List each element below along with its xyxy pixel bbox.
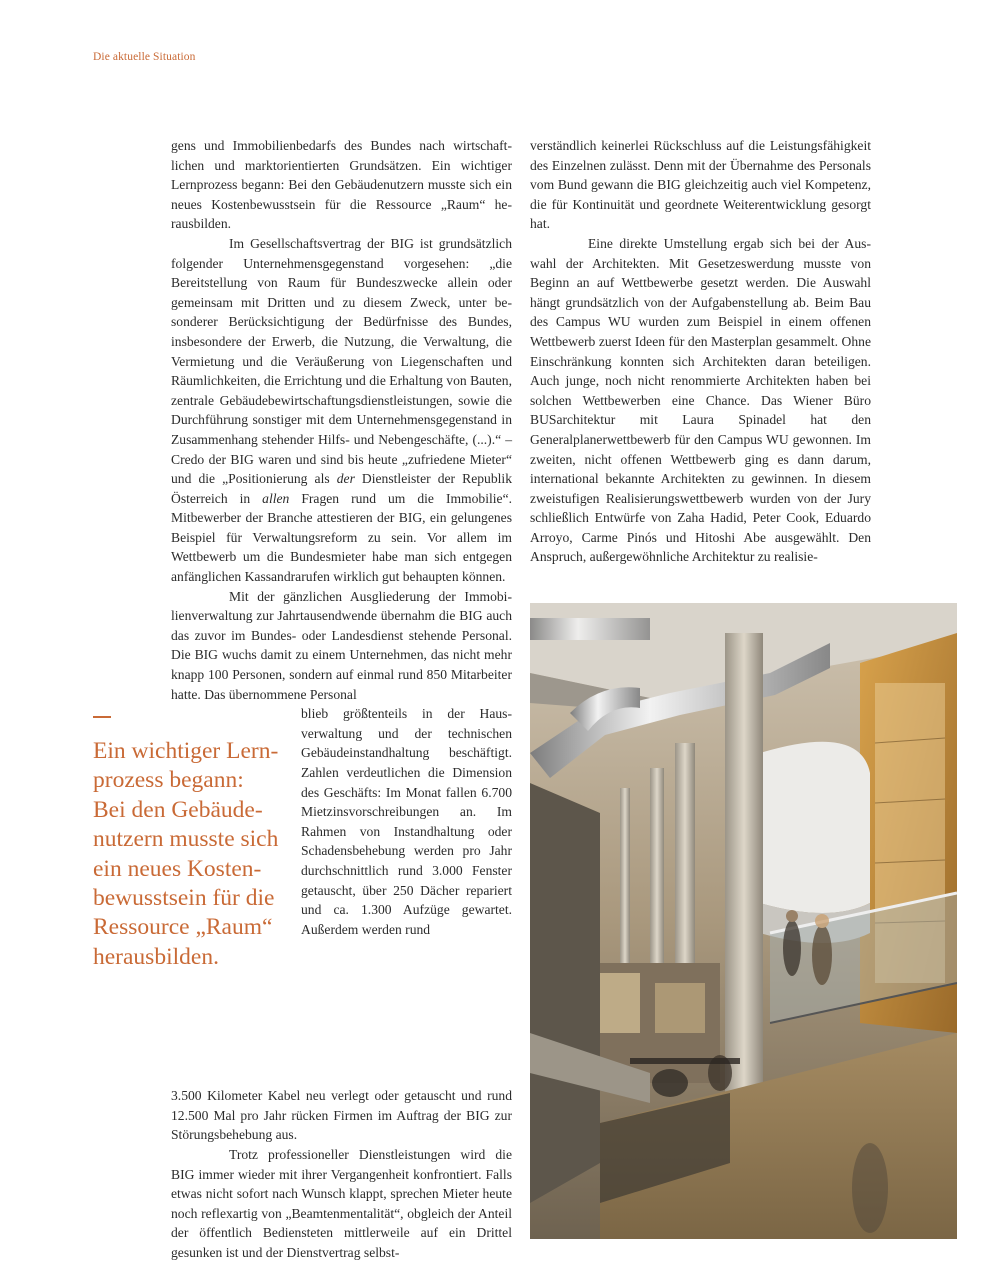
paragraph: Eine direkte Umstellung ergab sich bei der Auswahl der Architekten. Mit Gesetzeswerdung musste von Beginn an auf Wettbewerbe gesetzt werden. Die Auswahl hängt grundsätzlich von der Aufgabenstellung ab. Beim Bau des Campus WU wurden zum Beispiel in einem offenen Wettbewerb zuerst Ideen für den Masterplan gesammelt. Ohne Einschränkung konnten sich Architekten daran beteiligen. Auch junge, noch nicht renommierte Architekten haben bei solchen Wettbewerben eine Chance. Das Wiener Büro BUSarchitektur mit Laura Spinadel hat den Generalplanerwettbewerb für den Campus WU gewonnen. Im zweiten, nicht offenen Wettbewerb ging es dann darum, international bekannte Architekten zu gewinnen. In diesem zweistufigen Realisierungswettbewerb wurden von der Jury schließlich Entwürfe von Zaha Hadid, Peter Cook, Eduardo Arroyo, Carme Pinós und Hitoshi Abe ausgewählt. Den Anspruch, außergewöhnliche Architektur zu realisie-: [530, 235, 871, 565]
left-text-column: [171, 136, 512, 1263]
paragraph: Im Gesellschaftsvertrag der BIG ist grundsätzlich folgender Unternehmensgegenstand vorgesehen: „die Bereitstellung von Raum für Bundeszwecke allein oder gemeinsam mit Dritten und zu diesem Zweck, unter besonderer Berücksichtigung der Bedürfnisse des Bundes, insbesondere der Erwerb, die Nutzung, die Verwaltung, die Vermietung und die Veräußerung von Liegenschaften und Räumlichkeiten, die Errichtung und die Erhaltung von Bauten, zentrale Gebäudebewirtschaftungsdienstleistungen, sowie die Durchführung sonstiger mit dem Unternehmensgegenstand in Zusammenhang stehender Hilfs- und Nebengeschäfte, (...).“ – Credo der BIG waren und sind bis heute „zufriedene Mieter“ und die „Positionierung als der Dienstleister der Republik Österreich in allen Fragen rund um die Immobilie“. Mitbewerber der Branche attestieren der BIG, ein gelungenes Beispiel für Verwaltungsreform zu sein. Vor allem im Wettbewerb um die Bundesmieter habe man sich entgegen anfänglichen Kassandrarufen wirklich gut behaupten können.: [171, 235, 513, 585]
paragraph: verständlich keinerlei Rückschluss auf die Leistungsfähigkeit des Einzelnen zulässt. Denn mit der Übernahme des Personals vom Bund gewann die BIG gleichzeitig auch viel Kompetenz, die für Kontinuität und geordnete Weiterentwicklung gesorgt hat.: [530, 138, 871, 232]
paragraph: Mit der gänzlichen Ausgliederung der Immobilienverwaltung zur Jahrtausendwende übernahm die BIG auch das zuvor im Bundes- oder Landesdienst stehende Personal. Die BIG wuchs damit zu einem Unternehmen, das nicht mehr knapp 100 Personen, sondern auf einmal rund 850 Mitarbeiter hatte. Das übernommene Personal: [171, 588, 512, 702]
paragraph: Trotz professioneller Dienstleistungen wird die BIG immer wieder mit ihrer Vergangenheit konfrontiert. Falls etwas nicht sofort nach Wunsch klappt, sprechen Mieter heute noch reflexartig von „Beamtenmentalität“, obgleich der Anteil der öffentlich Bediensteten mittlerweile auf ein Drittel gesunken ist und der Dienstvertrag selbst-: [171, 1147, 512, 1260]
pullquote-dash: [93, 716, 111, 718]
pullquote-text: Ein wichtiger Lern- prozess begann: Bei den Gebäude- nutzern musste sich ein neues Kosten- bewusstsein für die Ressource „Raum“ herausbilden.: [93, 738, 279, 970]
paragraph: gens und Immobilienbedarfs des Bundes nach wirtschaftlichen und marktorientierten Grundsätzen. Ein wichtiger Lernprozess begann: Bei den Gebäudenutzern musste sich ein neues Kostenbewusstsein für die Ressource „Raum“ herausbilden.: [171, 138, 512, 232]
right-text-column: [530, 136, 871, 567]
paragraph: 3.500 Kilometer Kabel neu verlegt oder getauscht und rund 12.500 Mal pro Jahr rücken Firmen im Auftrag der BIG zur Störungsbehebung aus.: [171, 1088, 512, 1143]
running-head: Die aktuelle Situation: [93, 51, 196, 63]
paragraph-wrapped: blieb größtenteils in der Hausverwaltung und der technischen Gebäudeinstandhaltung beschäftigt. Zahlen verdeutlichen die Dimension des Geschäfts: Im Monat fallen 6.700 Mietzinsvorschreibungen an. Im Rahmen von Instandhaltung oder Schadensbehebung werden pro Jahr durchschnittlich rund 3.000 Fenster getauscht, über 250 Dächer repariert und ca. 1.300 Aufzüge gewartet. Außerdem werden rund: [301, 706, 512, 937]
pullquote: [93, 716, 303, 972]
atrium-photo: [530, 603, 957, 1239]
